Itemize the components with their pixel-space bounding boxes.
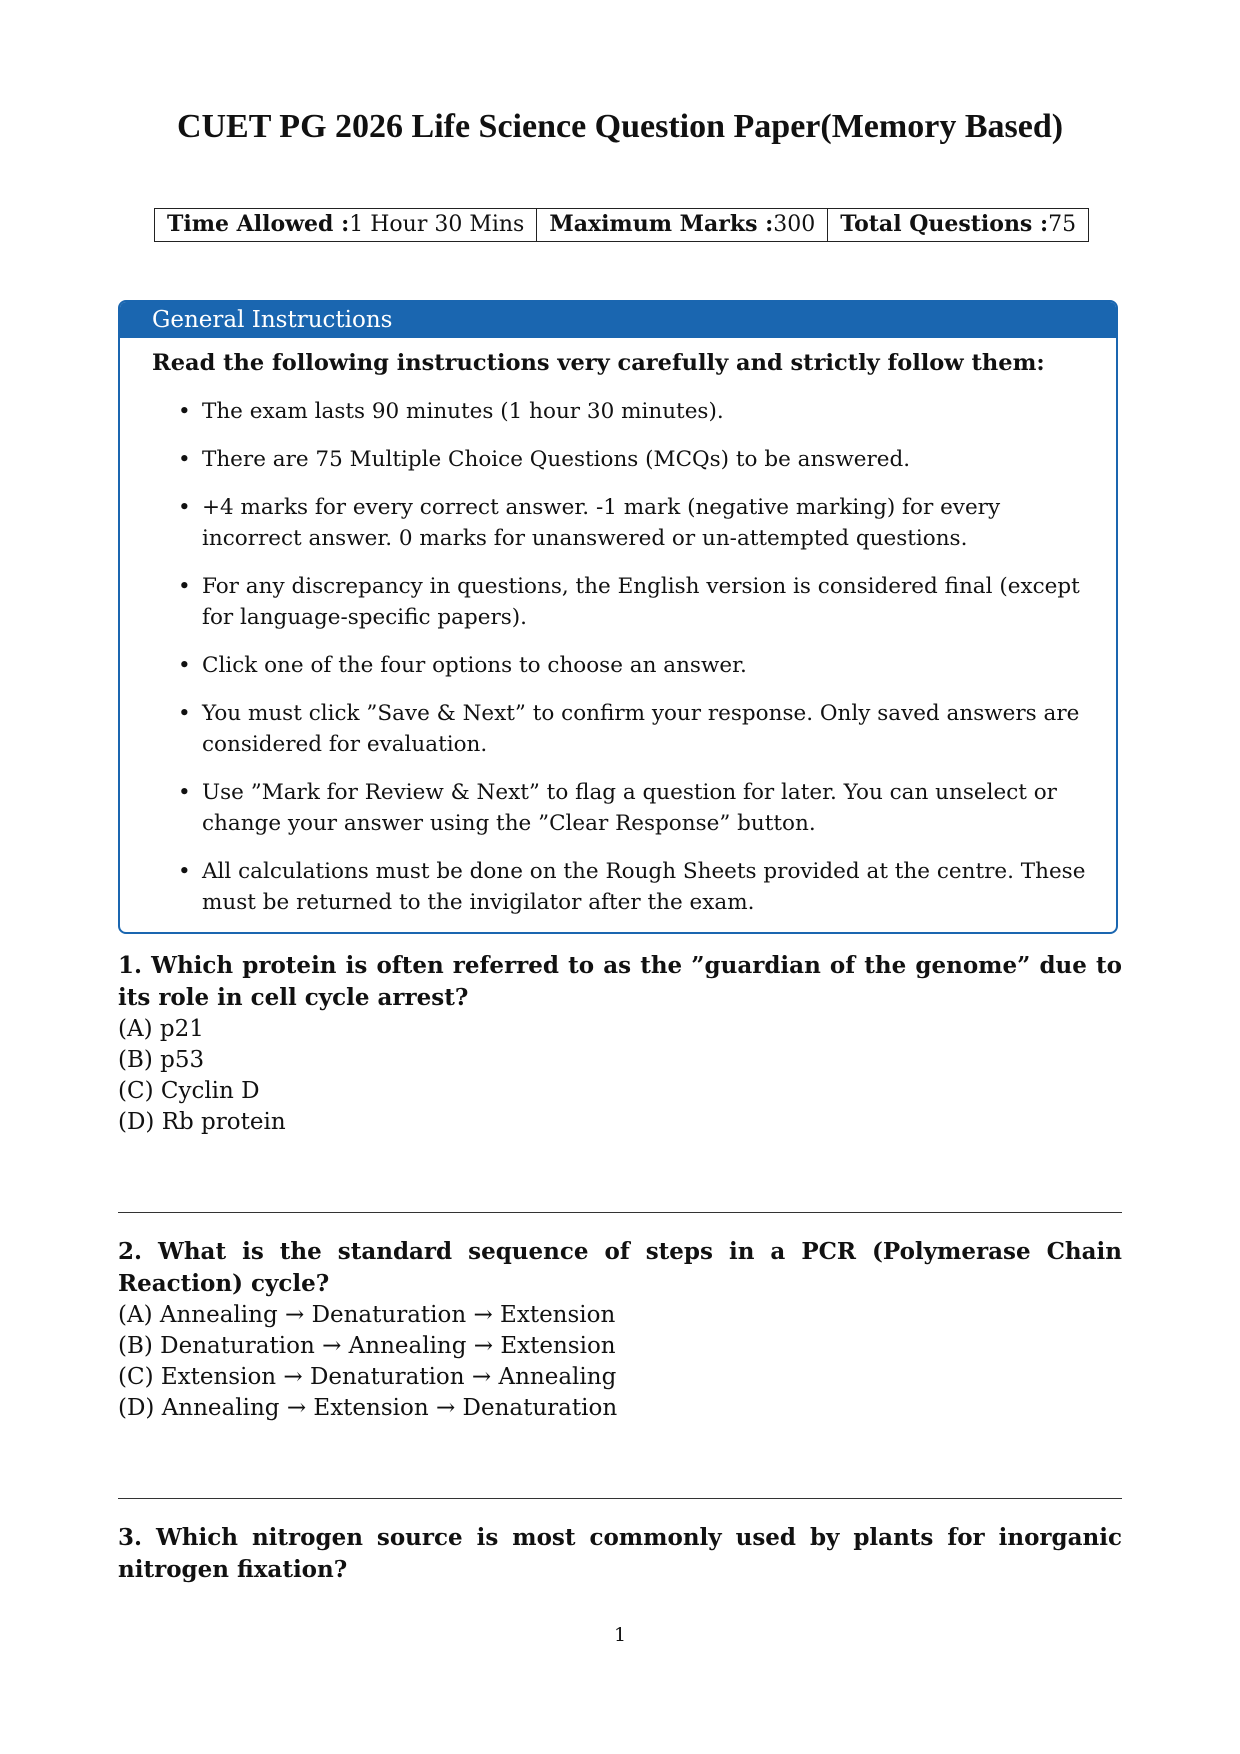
instruction-text: Use ”Mark for Review & Next” to flag a question for later. You can unselect or change your answer using the ”Clear Response” button.: [202, 780, 1057, 836]
options-list: [118, 1014, 1122, 1138]
instruction-item: [178, 444, 1092, 475]
question-1: [118, 950, 1122, 1138]
question-divider: [118, 1498, 1122, 1499]
instruction-item: [178, 856, 1092, 918]
question-text: 3. Which nitrogen source is most commonly used by plants for inorganic nitrogen fixation?: [118, 1524, 1122, 1583]
option-b: (B) Denaturation → Annealing → Extension: [118, 1333, 616, 1359]
total-questions-cell: [828, 209, 1089, 242]
maximum-marks-cell: [537, 209, 828, 242]
option-d: (D) Annealing → Extension → Denaturation: [118, 1395, 618, 1421]
question-divider: [118, 1212, 1122, 1213]
page-number: 1: [613, 1624, 627, 1646]
bullet-icon: •: [178, 653, 191, 678]
total-questions-label: Total Questions :: [840, 211, 1049, 237]
instruction-item: [178, 777, 1092, 839]
instruction-text: The exam lasts 90 minutes (1 hour 30 minutes).: [202, 399, 724, 424]
question-text: 1. Which protein is often referred to as the ”guardian of the genome” due to its role in cell cycle arrest?: [118, 952, 1122, 1011]
option-b: (B) p53: [118, 1047, 205, 1073]
bullet-icon: •: [178, 701, 191, 726]
instruction-text: There are 75 Multiple Choice Questions (MCQs) to be answered.: [202, 447, 911, 472]
option-c: (C) Extension → Denaturation → Annealing: [118, 1364, 617, 1390]
question-3: [118, 1522, 1122, 1586]
options-list: [118, 1300, 1122, 1424]
page-title: CUET PG 2026 Life Science Question Paper(Memory Based): [176, 108, 1064, 145]
bullet-icon: •: [178, 399, 191, 424]
exam-info-table: [154, 208, 1089, 242]
instruction-item: [178, 698, 1092, 760]
instruction-text: +4 marks for every correct answer. -1 mark (negative marking) for every incorrect answer. 0 marks for unanswered or un-attempted questions.: [202, 495, 1001, 551]
option-c: (C) Cyclin D: [118, 1078, 260, 1104]
instruction-text: Click one of the four options to choose an answer.: [202, 653, 747, 678]
bullet-icon: •: [178, 780, 191, 805]
instructions-lead: Read the following instructions very carefully and strictly follow them:: [152, 350, 1045, 376]
bullet-icon: •: [178, 574, 191, 599]
instruction-item: [178, 650, 1092, 681]
question-2: [118, 1236, 1122, 1424]
maximum-marks-value: 300: [773, 212, 816, 237]
time-allowed-label: Time Allowed :: [167, 211, 350, 237]
instruction-item: [178, 492, 1092, 554]
total-questions-value: 75: [1048, 212, 1077, 237]
time-allowed-value: 1 Hour 30 Mins: [349, 212, 525, 237]
option-a: (A) Annealing → Denaturation → Extension: [118, 1302, 616, 1328]
instructions-list: [120, 396, 1116, 918]
bullet-icon: •: [178, 447, 191, 472]
option-a: (A) p21: [118, 1016, 204, 1042]
instruction-text: For any discrepancy in questions, the English version is considered final (except for language-specific papers).: [202, 574, 1080, 630]
maximum-marks-label: Maximum Marks :: [549, 211, 774, 237]
option-d: (D) Rb protein: [118, 1109, 286, 1135]
instruction-item: [178, 571, 1092, 633]
question-text: 2. What is the standard sequence of steps in a PCR (Polymerase Chain Reaction) cycle?: [118, 1238, 1122, 1297]
time-allowed-cell: [155, 209, 537, 242]
general-instructions-box: [118, 300, 1118, 934]
instructions-header: General Instructions: [120, 302, 1116, 338]
instruction-item: [178, 396, 1092, 427]
bullet-icon: •: [178, 495, 191, 520]
instruction-text: You must click ”Save & Next” to confirm your response. Only saved answers are considered for evaluation.: [202, 701, 1080, 757]
instruction-text: All calculations must be done on the Rough Sheets provided at the centre. These must be returned to the invigilator after the exam.: [202, 859, 1086, 915]
bullet-icon: •: [178, 859, 191, 884]
